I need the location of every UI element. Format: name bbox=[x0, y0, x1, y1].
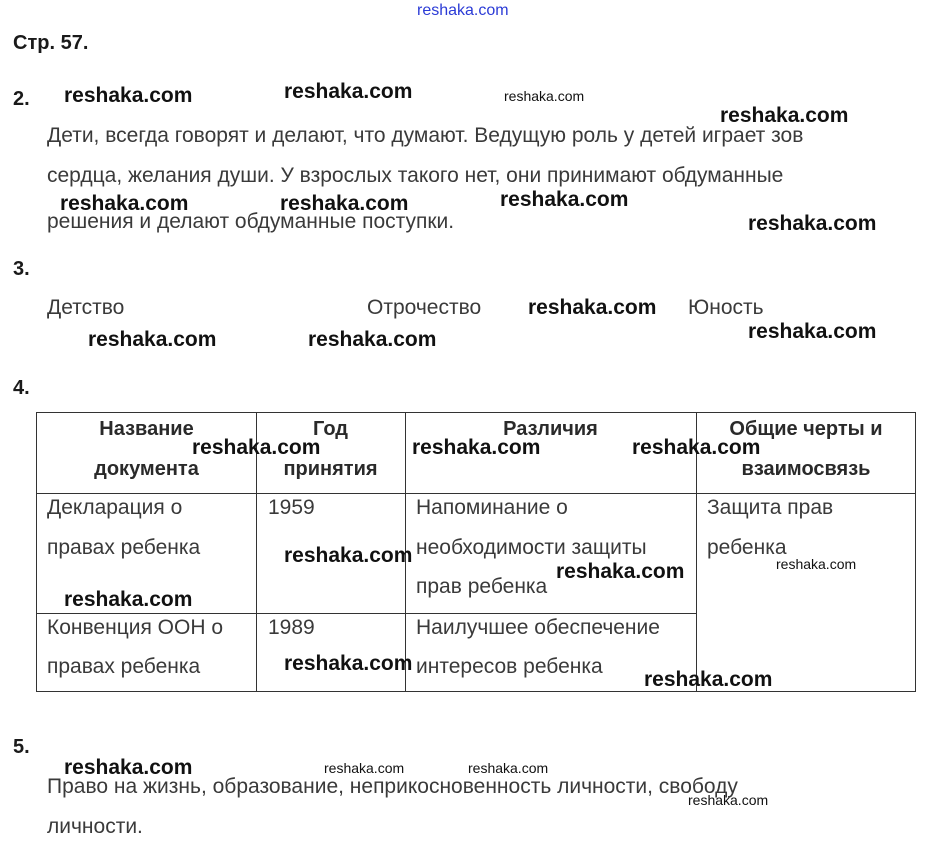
watermark: reshaka.com bbox=[556, 560, 685, 583]
watermark: reshaka.com bbox=[468, 760, 549, 776]
section-2-number: 2. bbox=[13, 88, 30, 110]
watermark: reshaka.com bbox=[644, 668, 773, 691]
stage-childhood: Детство bbox=[47, 296, 125, 319]
section-4-number: 4. bbox=[13, 377, 30, 399]
common-line-1: Защита прав bbox=[707, 496, 834, 519]
section-5-number: 5. bbox=[13, 736, 30, 758]
watermark: reshaka.com bbox=[88, 328, 217, 351]
watermark: reshaka.com bbox=[64, 84, 193, 107]
header-common-line-1: Общие черты и bbox=[729, 418, 883, 440]
section-5-line-2: личности. bbox=[47, 815, 143, 838]
row-1-diff-line-3: прав ребенка bbox=[416, 575, 548, 598]
watermark: reshaka.com bbox=[412, 436, 541, 459]
stage-adolescence: Отрочество bbox=[367, 296, 482, 319]
page-reference: Стр. 57. bbox=[13, 32, 89, 54]
header-differences: Различия bbox=[503, 418, 598, 440]
common-line-2: ребенка bbox=[707, 536, 787, 559]
section-5-line-1: Право на жизнь, образование, неприкосновенность личности, свободу bbox=[47, 775, 738, 798]
row-1-diff-line-1: Напоминание о bbox=[416, 496, 568, 519]
watermark: reshaka.com bbox=[776, 556, 857, 572]
watermark: reshaka.com bbox=[632, 436, 761, 459]
watermark: reshaka.com bbox=[688, 792, 769, 808]
watermark: reshaka.com bbox=[748, 320, 877, 343]
header-name-line-2: документа bbox=[94, 458, 199, 480]
section-2-line-3: решения и делают обдуманные поступки. bbox=[47, 210, 455, 233]
watermark: reshaka.com bbox=[60, 192, 189, 215]
watermark: reshaka.com bbox=[720, 104, 849, 127]
row-2-diff-line-2: интересов ребенка bbox=[416, 655, 603, 678]
row-1-year: 1959 bbox=[268, 496, 315, 519]
header-name-line-1: Название bbox=[99, 418, 194, 440]
section-3-number: 3. bbox=[13, 258, 30, 280]
header-common-line-2: взаимосвязь bbox=[741, 458, 871, 480]
watermark: reshaka.com bbox=[192, 436, 321, 459]
row-2-year: 1989 bbox=[268, 616, 315, 639]
row-2-name-line-1: Конвенция ООН о bbox=[47, 616, 224, 639]
section-2-line-1: Дети, всегда говорят и делают, что думают. Ведущую роль у детей играет зов bbox=[47, 124, 804, 147]
watermark: reshaka.com bbox=[748, 212, 877, 235]
section-2-line-2: сердца, желания души. У взрослых такого нет, они принимают обдуманные bbox=[47, 164, 784, 187]
watermark: reshaka.com bbox=[504, 88, 585, 104]
watermark: reshaka.com bbox=[64, 756, 193, 779]
watermark: reshaka.com bbox=[280, 192, 409, 215]
row-1-name-line-2: правах ребенка bbox=[47, 536, 201, 559]
row-2-diff-line-1: Наилучшее обеспечение bbox=[416, 616, 660, 639]
header-year-line-1: Год bbox=[313, 418, 348, 440]
watermark: reshaka.com bbox=[64, 588, 193, 611]
row-1-name-line-1: Декларация о bbox=[47, 496, 183, 519]
watermark: reshaka.com bbox=[500, 188, 629, 211]
watermark: reshaka.com bbox=[284, 544, 413, 567]
row-2-name-line-2: правах ребенка bbox=[47, 655, 201, 678]
header-watermark: reshaka.com bbox=[417, 2, 509, 19]
watermark: reshaka.com bbox=[284, 80, 413, 103]
watermark: reshaka.com bbox=[324, 760, 405, 776]
header-year-line-2: принятия bbox=[283, 458, 378, 480]
watermark: reshaka.com bbox=[528, 296, 657, 319]
row-1-diff-line-2: необходимости защиты bbox=[416, 536, 647, 559]
watermark: reshaka.com bbox=[308, 328, 437, 351]
stage-youth: Юность bbox=[688, 296, 764, 319]
watermark: reshaka.com bbox=[284, 652, 413, 675]
